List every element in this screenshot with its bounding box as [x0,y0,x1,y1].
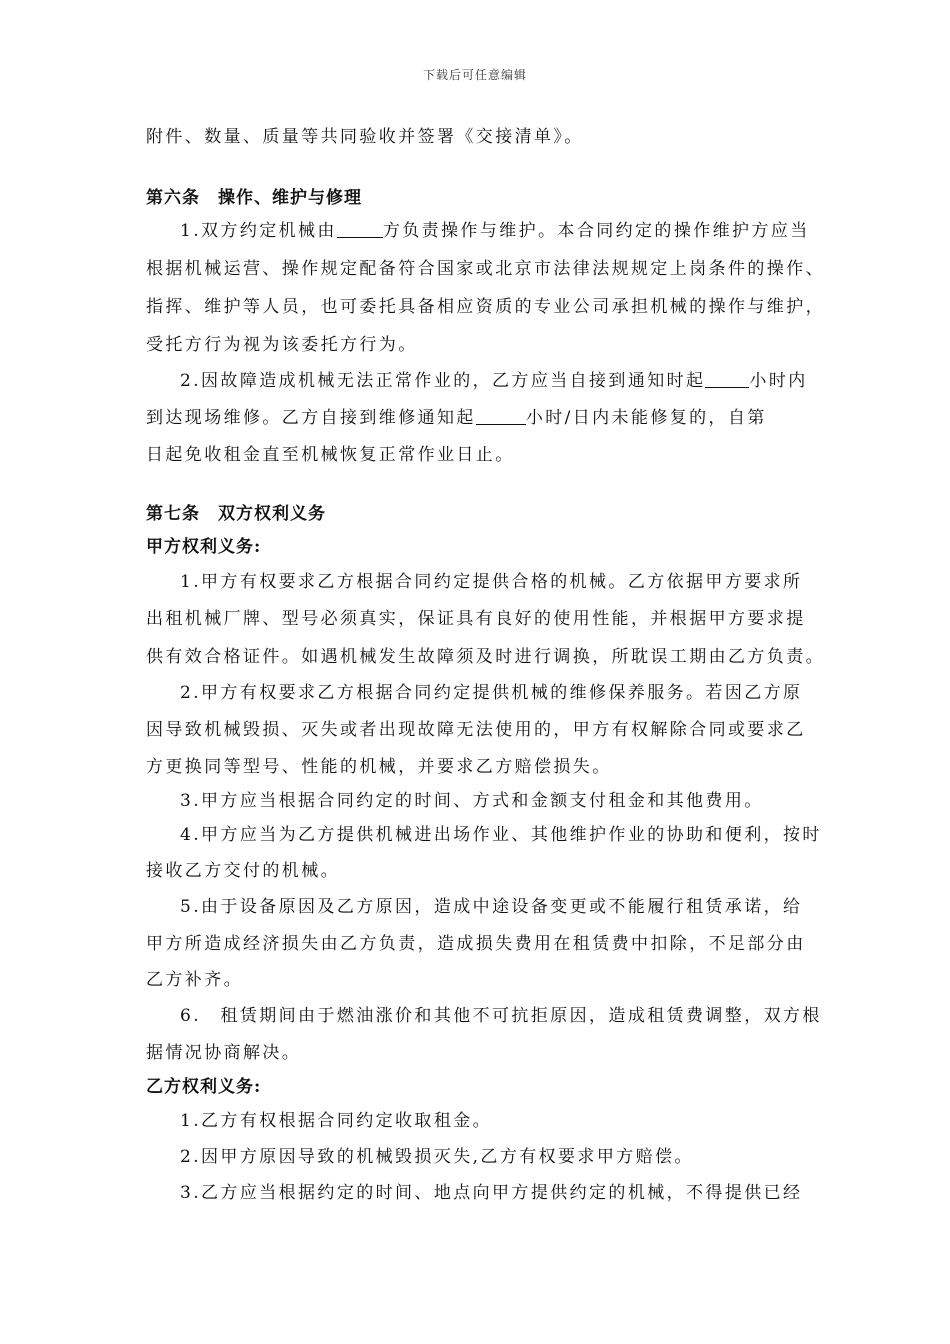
section-heading-6: 第六条 操作、维护与修理 [146,188,362,208]
paragraph-line: 附件、数量、质量等共同验收并签署《交接清单》。 [146,127,584,147]
paragraph-line: 据情况协商解决。 [146,1043,302,1063]
fill-blank[interactable] [476,408,526,425]
paragraph-line: 2.甲方有权要求乙方根据合同约定提供机械的维修保养服务。若因乙方原 [180,683,803,703]
paragraph-line: 指挥、维护等人员，也可委托具备相应资质的专业公司承担机械的操作与维护， [146,297,825,317]
line-text: 到达现场维修。乙方自接到维修通知起 [146,408,476,428]
paragraph-line: 受托方行为视为该委托方行为。 [146,335,418,355]
line-text: 小时/日内未能修复的，自第 [525,408,767,428]
paragraph-line: 1.乙方有权根据合同约定收取租金。 [180,1111,493,1131]
paragraph-line [180,369,808,393]
section-heading-7: 第七条 双方权利义务 [146,504,326,524]
paragraph-line: 3.甲方应当根据合同约定的时间、方式和金额支付租金和其他费用。 [180,791,764,811]
paragraph-line: 2.因甲方原因导致的机械毁损灭失,乙方有权要求甲方赔偿。 [180,1147,694,1167]
subheading-party-a: 甲方权利义务: [146,537,262,557]
paragraph-line: 方更换同等型号、性能的机械，并要求乙方赔偿损失。 [146,757,612,777]
paragraph-line: 6. 租赁期间由于燃油涨价和其他不可抗拒原因，造成租赁费调整，双方根 [180,1006,822,1026]
paragraph-line: 3.乙方应当根据约定的时间、地点向甲方提供约定的机械，不得提供已经 [180,1183,803,1203]
paragraph-line: 出租机械厂牌、型号必须真实，保证具有良好的使用性能，并根据甲方要求提 [146,609,806,629]
page-header: 下载后可任意编辑 [422,68,527,82]
paragraph-line: 甲方所造成经济损失由乙方负责，造成损失费用在租赁费中扣除，不足部分由 [146,934,806,954]
paragraph-line: 日起免收租金直至机械恢复正常作业日止。 [146,445,515,465]
line-text: 小时内 [749,371,808,391]
paragraph-line: 5.由于设备原因及乙方原因，造成中途设备变更或不能履行租赁承诺，给 [180,897,803,917]
paragraph-line: 4.甲方应当为乙方提供机械进出场作业、其他维护作业的协助和便利，按时 [180,825,822,845]
paragraph-line: 1.甲方有权要求乙方根据合同约定提供合格的机械。乙方依据甲方要求所 [180,572,803,592]
paragraph-line: 接收乙方交付的机械。 [146,861,340,881]
fill-blank[interactable] [337,221,383,238]
paragraph-line: 乙方补齐。 [146,970,243,990]
paragraph-line: 供有效合格证件。如遇机械发生故障须及时进行调换，所耽误工期由乙方负责。 [146,647,825,667]
paragraph-line [180,219,810,243]
line-text: 2.因故障造成机械无法正常作业的，乙方应当自接到通知时起 [180,371,706,391]
line-text: 方负责操作与维护。本合同约定的操作维护方应当 [382,221,810,241]
line-text: 1.双方约定机械由 [180,221,337,241]
paragraph-line: 根据机械运营、操作规定配备符合国家或北京市法律法规规定上岗条件的操作、 [146,259,825,279]
paragraph-line: 因导致机械毁损、灭失或者出现故障无法使用的，甲方有权解除合同或要求乙 [146,720,806,740]
fill-blank[interactable] [705,371,749,388]
subheading-party-b: 乙方权利义务: [146,1077,262,1097]
paragraph-line [146,406,767,430]
